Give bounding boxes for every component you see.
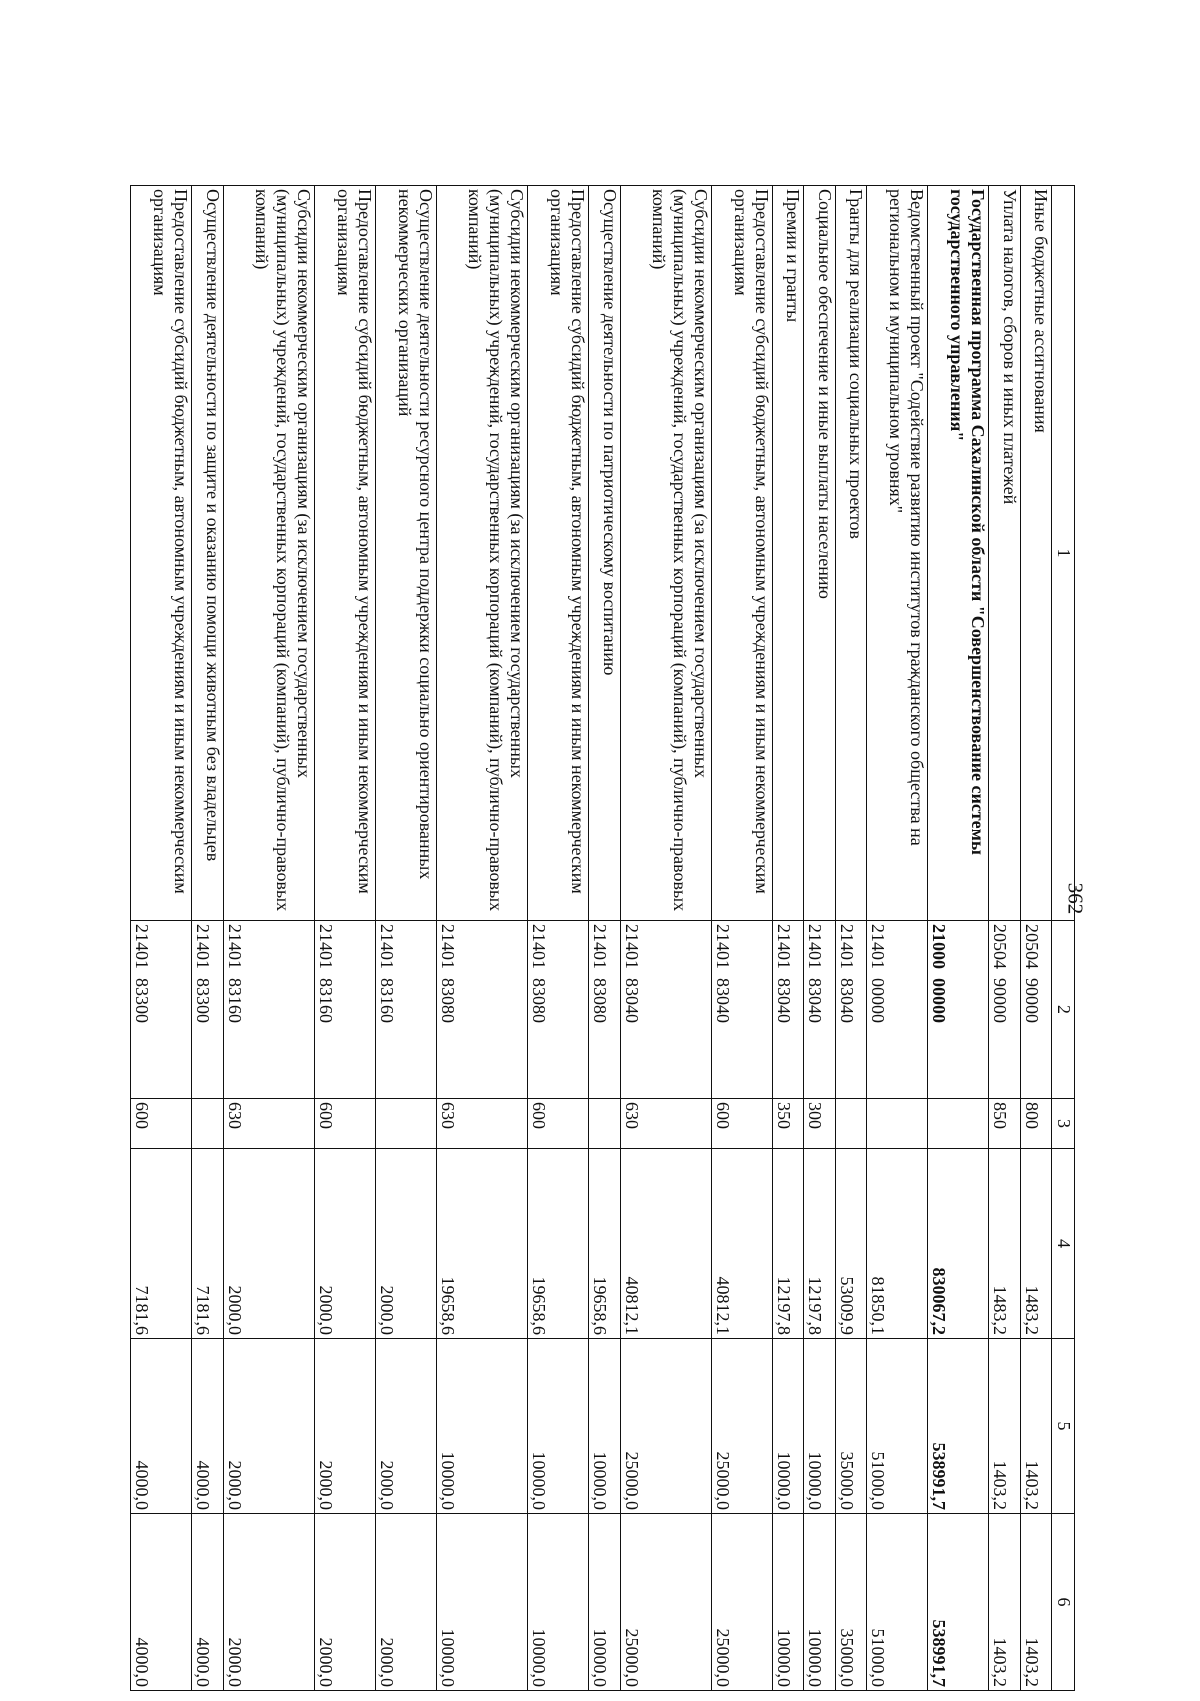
table-row	[437, 186, 528, 1691]
table-row	[866, 186, 927, 1691]
row-name-cell: Субсидии некоммерческим организациям (за исключением государственных (муниципальных) учреждений, государственных корпораций (компаний), публично-правовых компаний)	[437, 186, 528, 921]
row-amount-cell: 538991,7	[928, 1339, 989, 1514]
row-amount-cell: 10000,0	[437, 1339, 528, 1514]
row-name-cell: Уплата налогов, сборов и иных платежей	[989, 186, 1020, 921]
row-amount-cell: 81850,1	[866, 1149, 927, 1339]
row-code-cell: 21401 83160	[314, 921, 375, 1099]
row-amount-cell: 35000,0	[835, 1514, 866, 1691]
row-vr-cell: 630	[223, 1099, 314, 1149]
row-code-cell: 21401 83040	[773, 921, 804, 1099]
row-amount-cell: 2000,0	[375, 1149, 436, 1339]
row-amount-cell: 10000,0	[589, 1514, 620, 1691]
row-name-cell: Осуществление деятельности по защите и оказанию помощи животным без владельцев	[192, 186, 223, 921]
row-amount-cell: 2000,0	[314, 1514, 375, 1691]
row-code-cell: 21401 83080	[528, 921, 589, 1099]
row-amount-cell: 25000,0	[711, 1514, 772, 1691]
row-vr-cell: 850	[989, 1099, 1020, 1149]
row-amount-cell: 538991,7	[928, 1514, 989, 1691]
row-amount-cell: 1483,2	[989, 1149, 1020, 1339]
row-code-cell: 21401 83040	[620, 921, 711, 1099]
table-row	[989, 186, 1020, 1691]
row-vr-cell: 350	[773, 1099, 804, 1149]
row-amount-cell: 7181,6	[192, 1149, 223, 1339]
row-vr-cell: 630	[437, 1099, 528, 1149]
row-amount-cell: 4000,0	[192, 1514, 223, 1691]
row-vr-cell: 600	[314, 1099, 375, 1149]
row-amount-cell: 25000,0	[620, 1514, 711, 1691]
row-amount-cell: 10000,0	[589, 1339, 620, 1514]
row-amount-cell: 1403,2	[989, 1339, 1020, 1514]
row-vr-cell	[192, 1099, 223, 1149]
row-code-cell: 20504 90000	[1020, 921, 1051, 1099]
row-code-cell: 21401 83040	[804, 921, 835, 1099]
row-name-cell: Предоставление субсидий бюджетным, автономным учреждениям и иным некоммерческим организациям	[131, 186, 192, 921]
row-amount-cell: 51000,0	[866, 1339, 927, 1514]
row-name-cell: Государственная программа Сахалинской области "Совершенствование системы государственного управления"	[928, 186, 989, 921]
row-amount-cell: 2000,0	[375, 1339, 436, 1514]
table-row	[223, 186, 314, 1691]
row-amount-cell: 4000,0	[131, 1339, 192, 1514]
row-code-cell: 21401 00000	[866, 921, 927, 1099]
row-name-cell: Гранты для реализации социальных проектов	[835, 186, 866, 921]
row-amount-cell: 12197,8	[804, 1149, 835, 1339]
row-name-cell: Субсидии некоммерческим организациям (за исключением государственных (муниципальных) учреждений, государственных корпораций (компаний), публично-правовых компаний)	[620, 186, 711, 921]
row-vr-cell	[866, 1099, 927, 1149]
table-row	[711, 186, 772, 1691]
row-amount-cell: 12197,8	[773, 1149, 804, 1339]
row-amount-cell: 1403,2	[989, 1514, 1020, 1691]
table-row	[773, 186, 804, 1691]
table-row	[375, 186, 436, 1691]
row-vr-cell	[589, 1099, 620, 1149]
row-amount-cell: 2000,0	[314, 1149, 375, 1339]
row-amount-cell: 25000,0	[620, 1339, 711, 1514]
row-code-cell: 21401 83080	[589, 921, 620, 1099]
row-vr-cell: 600	[131, 1099, 192, 1149]
row-name-cell: Предоставление субсидий бюджетным, автономным учреждениям и иным некоммерческим организациям	[314, 186, 375, 921]
row-vr-cell: 630	[620, 1099, 711, 1149]
row-vr-cell: 800	[1020, 1099, 1051, 1149]
row-amount-cell: 19658,6	[437, 1149, 528, 1339]
row-amount-cell: 10000,0	[528, 1339, 589, 1514]
row-name-cell: Премии и гранты	[773, 186, 804, 921]
table-row	[928, 186, 989, 1691]
row-amount-cell: 10000,0	[437, 1514, 528, 1691]
row-amount-cell: 2000,0	[375, 1514, 436, 1691]
column-header: 5	[1052, 1339, 1075, 1514]
row-code-cell: 21401 83040	[835, 921, 866, 1099]
row-amount-cell: 2000,0	[223, 1339, 314, 1514]
row-name-cell: Субсидии некоммерческим организациям (за исключением государственных (муниципальных) учреждений, государственных корпораций (компаний), публично-правовых компаний)	[223, 186, 314, 921]
row-amount-cell: 10000,0	[804, 1339, 835, 1514]
column-header: 6	[1052, 1514, 1075, 1691]
row-amount-cell: 19658,6	[528, 1149, 589, 1339]
row-code-cell: 21401 83160	[223, 921, 314, 1099]
row-code-cell: 21401 83040	[711, 921, 772, 1099]
row-amount-cell: 10000,0	[773, 1339, 804, 1514]
row-amount-cell: 2000,0	[223, 1514, 314, 1691]
row-name-cell: Осуществление деятельности по патриотическому воспитанию	[589, 186, 620, 921]
table-row	[528, 186, 589, 1691]
row-name-cell: Осуществление деятельности ресурсного центра поддержки социально ориентированных некоммерческих организаций	[375, 186, 436, 921]
row-code-cell: 20504 90000	[989, 921, 1020, 1099]
row-amount-cell: 7181,6	[131, 1149, 192, 1339]
row-amount-cell: 1483,2	[1020, 1149, 1051, 1339]
table-row	[835, 186, 866, 1691]
table-row	[620, 186, 711, 1691]
row-amount-cell: 2000,0	[314, 1339, 375, 1514]
row-amount-cell: 830067,2	[928, 1149, 989, 1339]
table-row	[1020, 186, 1051, 1691]
row-amount-cell: 10000,0	[773, 1514, 804, 1691]
row-amount-cell: 10000,0	[528, 1514, 589, 1691]
row-amount-cell: 25000,0	[711, 1339, 772, 1514]
row-amount-cell: 1403,2	[1020, 1514, 1051, 1691]
row-amount-cell: 4000,0	[131, 1514, 192, 1691]
table-row	[589, 186, 620, 1691]
column-header: 4	[1052, 1149, 1075, 1339]
table-row	[804, 186, 835, 1691]
row-vr-cell	[928, 1099, 989, 1149]
row-name-cell: Предоставление субсидий бюджетным, автономным учреждениям и иным некоммерческим организациям	[711, 186, 772, 921]
row-code-cell: 21401 83160	[375, 921, 436, 1099]
page-number: 362	[1063, 882, 1088, 915]
row-name-cell: Социальное обеспечение и иные выплаты населению	[804, 186, 835, 921]
row-amount-cell: 40812,1	[711, 1149, 772, 1339]
row-amount-cell: 10000,0	[804, 1514, 835, 1691]
table-row	[314, 186, 375, 1691]
row-name-cell: Предоставление субсидий бюджетным, автономным учреждениям и иным некоммерческим организациям	[528, 186, 589, 921]
table-row	[192, 186, 223, 1691]
column-header: 3	[1052, 1099, 1075, 1149]
row-vr-cell: 600	[711, 1099, 772, 1149]
column-header: 1	[1052, 186, 1075, 921]
budget-table-rotated	[130, 185, 1075, 1690]
row-amount-cell: 19658,6	[589, 1149, 620, 1339]
row-amount-cell: 1403,2	[1020, 1339, 1051, 1514]
row-amount-cell: 40812,1	[620, 1149, 711, 1339]
column-header: 2	[1052, 921, 1075, 1099]
row-amount-cell: 4000,0	[192, 1339, 223, 1514]
row-amount-cell: 51000,0	[866, 1514, 927, 1691]
row-vr-cell	[375, 1099, 436, 1149]
row-vr-cell: 300	[804, 1099, 835, 1149]
row-code-cell: 21401 83080	[437, 921, 528, 1099]
row-amount-cell: 2000,0	[223, 1149, 314, 1339]
budget-table	[130, 185, 1075, 1691]
row-vr-cell: 600	[528, 1099, 589, 1149]
row-amount-cell: 35000,0	[835, 1339, 866, 1514]
row-name-cell: Иные бюджетные ассигнования	[1020, 186, 1051, 921]
row-code-cell: 21401 83300	[131, 921, 192, 1099]
header-row	[1052, 186, 1075, 1691]
row-code-cell: 21401 83300	[192, 921, 223, 1099]
row-vr-cell	[835, 1099, 866, 1149]
table-row	[131, 186, 192, 1691]
row-code-cell: 21000 00000	[928, 921, 989, 1099]
row-amount-cell: 53009,9	[835, 1149, 866, 1339]
row-name-cell: Ведомственный проект "Содействие развитию институтов гражданского общества на региональном и муниципальном уровнях"	[866, 186, 927, 921]
